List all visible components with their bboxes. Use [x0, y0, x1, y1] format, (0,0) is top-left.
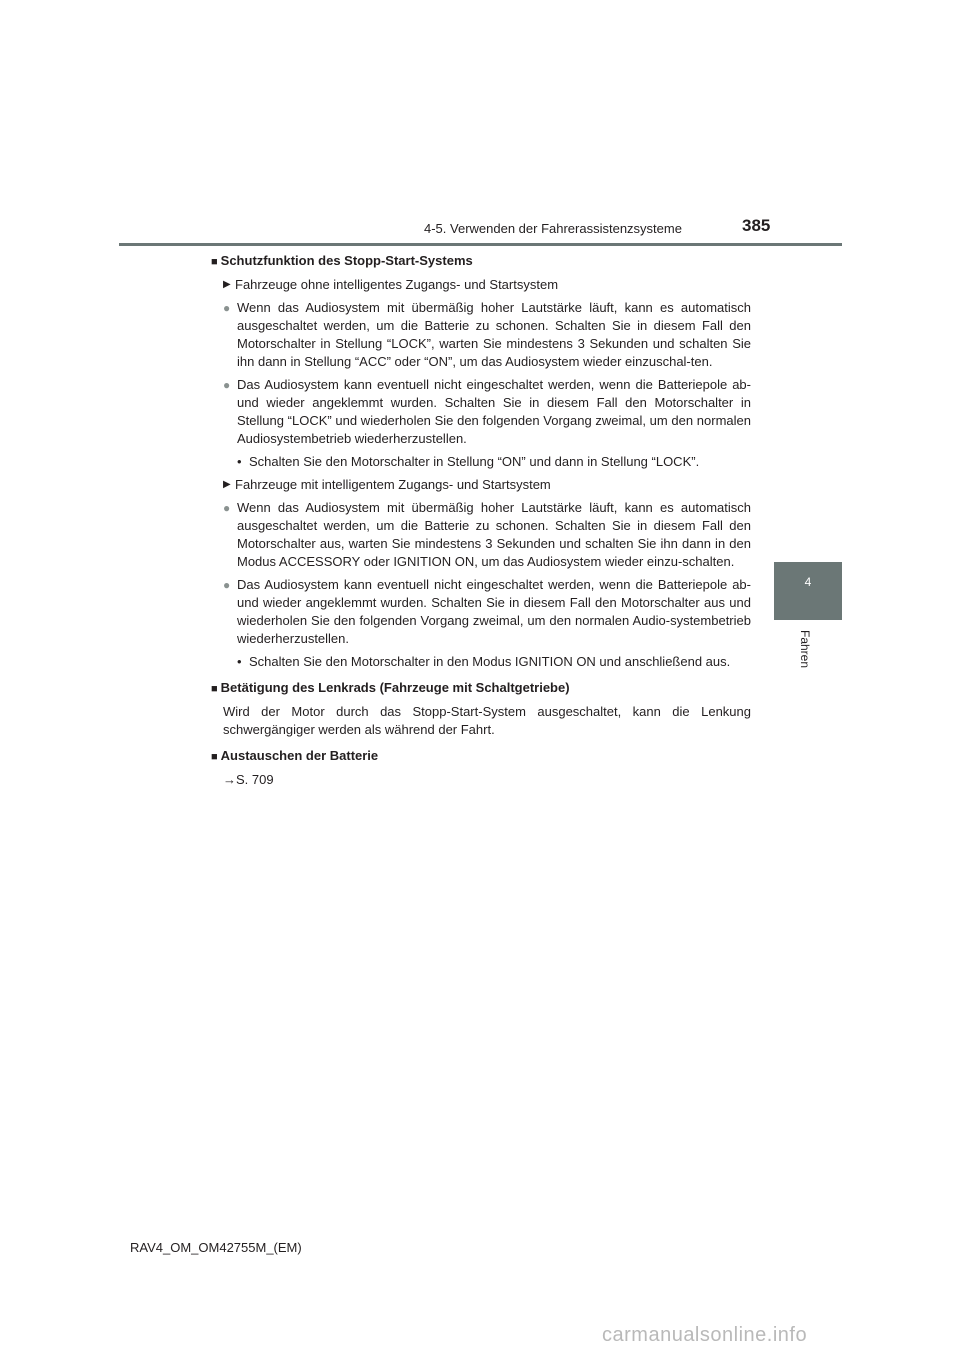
arrow-right-icon: → [223, 772, 236, 787]
square-bullet-icon: ■ [211, 751, 218, 763]
section-heading-row [211, 252, 751, 271]
small-bullet-icon: • [237, 654, 242, 669]
circle-bullet-icon: ● [223, 501, 231, 515]
main-content [211, 252, 751, 789]
watermark: carmanualsonline.info [602, 1324, 808, 1346]
sub-item [237, 653, 751, 671]
page-number: 385 [742, 216, 771, 235]
chapter-number: 4 [804, 575, 812, 589]
triangle-right-icon: ▶ [223, 279, 231, 290]
page-reference-text: S. 709 [236, 772, 274, 787]
section-heading-row [211, 747, 751, 766]
square-bullet-icon: ■ [211, 683, 218, 695]
bullet-text: Wenn das Audiosystem mit übermäßig hoher Lautstärke läuft, kann es automatisch ausgeschaltet werden, um die Batterie zu schonen. Schalten Sie in diesem Fall den Motorschalter aus, warten Sie mindestens 3 Sekunden und schalten Sie ihn dann in den Modus ACCESSORY oder IGNITION ON, um das Audiosystem wieder einzu-schalten. [237, 500, 751, 569]
circle-bullet-icon: ● [223, 301, 231, 315]
page-reference-link[interactable] [223, 771, 751, 789]
bullet-item [223, 299, 751, 371]
section-heading: Betätigung des Lenkrads (Fahrzeuge mit Schaltgetriebe) [220, 680, 570, 695]
bullet-item [223, 499, 751, 571]
header-rule [119, 243, 842, 246]
section-heading-row [211, 679, 751, 698]
circle-bullet-icon: ● [223, 378, 231, 392]
section-schutzfunktion [211, 252, 751, 671]
condition-item [223, 276, 751, 294]
condition-text: Fahrzeuge mit intelligentem Zugangs- und Startsystem [235, 477, 551, 492]
footer-document-code: RAV4_OM_OM42755M_(EM) [130, 1240, 302, 1255]
bullet-text: Wenn das Audiosystem mit übermäßig hoher Lautstärke läuft, kann es automatisch ausgeschaltet werden, um die Batterie zu schonen. Schalten Sie in diesem Fall den Motorschalter in Stellung “LOCK”, warten Sie mindestens 3 Sekunden und schalten Sie ihn dann in Stellung “ACC” oder “ON”, um das Audiosystem wieder einzuschal-ten. [237, 300, 751, 369]
sub-item [237, 453, 751, 471]
triangle-right-icon: ▶ [223, 479, 231, 490]
header-section-title: 4-5. Verwenden der Fahrerassistenzsysteme [424, 221, 682, 236]
bullet-text: Das Audiosystem kann eventuell nicht eingeschaltet werden, wenn die Batteriepole ab- und wieder angeklemmt wurden. Schalten Sie in diesem Fall den Motorschalter in Stellung “LOCK” und wiederholen Sie den folgenden Vorgang zweimal, um den normalen Audiosystembetrieb wiederherzustellen. [237, 377, 751, 446]
chapter-label: Fahren [798, 630, 812, 669]
bullet-item [223, 576, 751, 648]
section-lenkrad [211, 679, 751, 739]
chapter-label-vertical [800, 630, 816, 690]
section-heading: Austauschen der Batterie [220, 748, 379, 763]
small-bullet-icon: • [237, 454, 242, 469]
sub-text: Schalten Sie den Motorschalter in den Modus IGNITION ON und anschließend aus. [249, 654, 731, 669]
section-heading: Schutzfunktion des Stopp-Start-Systems [220, 253, 473, 268]
square-bullet-icon: ■ [211, 256, 218, 268]
condition-text: Fahrzeuge ohne intelligentes Zugangs- und Startsystem [235, 277, 559, 292]
bullet-item [223, 376, 751, 448]
section-text: Wird der Motor durch das Stopp-Start-System ausgeschaltet, kann die Lenkung schwergängiger werden als während der Fahrt. [223, 704, 751, 737]
sub-text: Schalten Sie den Motorschalter in Stellung “ON” und dann in Stellung “LOCK”. [249, 454, 700, 469]
circle-bullet-icon: ● [223, 578, 231, 592]
section-batterie [211, 747, 751, 789]
bullet-text: Das Audiosystem kann eventuell nicht eingeschaltet werden, wenn die Batteriepole ab- und wieder angeklemmt wurden. Schalten Sie in diesem Fall den Motorschalter aus und wiederholen Sie den folgenden Vorgang zweimal, um den normalen Audio-systembetrieb wiederherzustellen. [237, 577, 751, 646]
section-body [223, 703, 751, 739]
condition-item [223, 476, 751, 494]
chapter-tab[interactable] [774, 562, 842, 620]
